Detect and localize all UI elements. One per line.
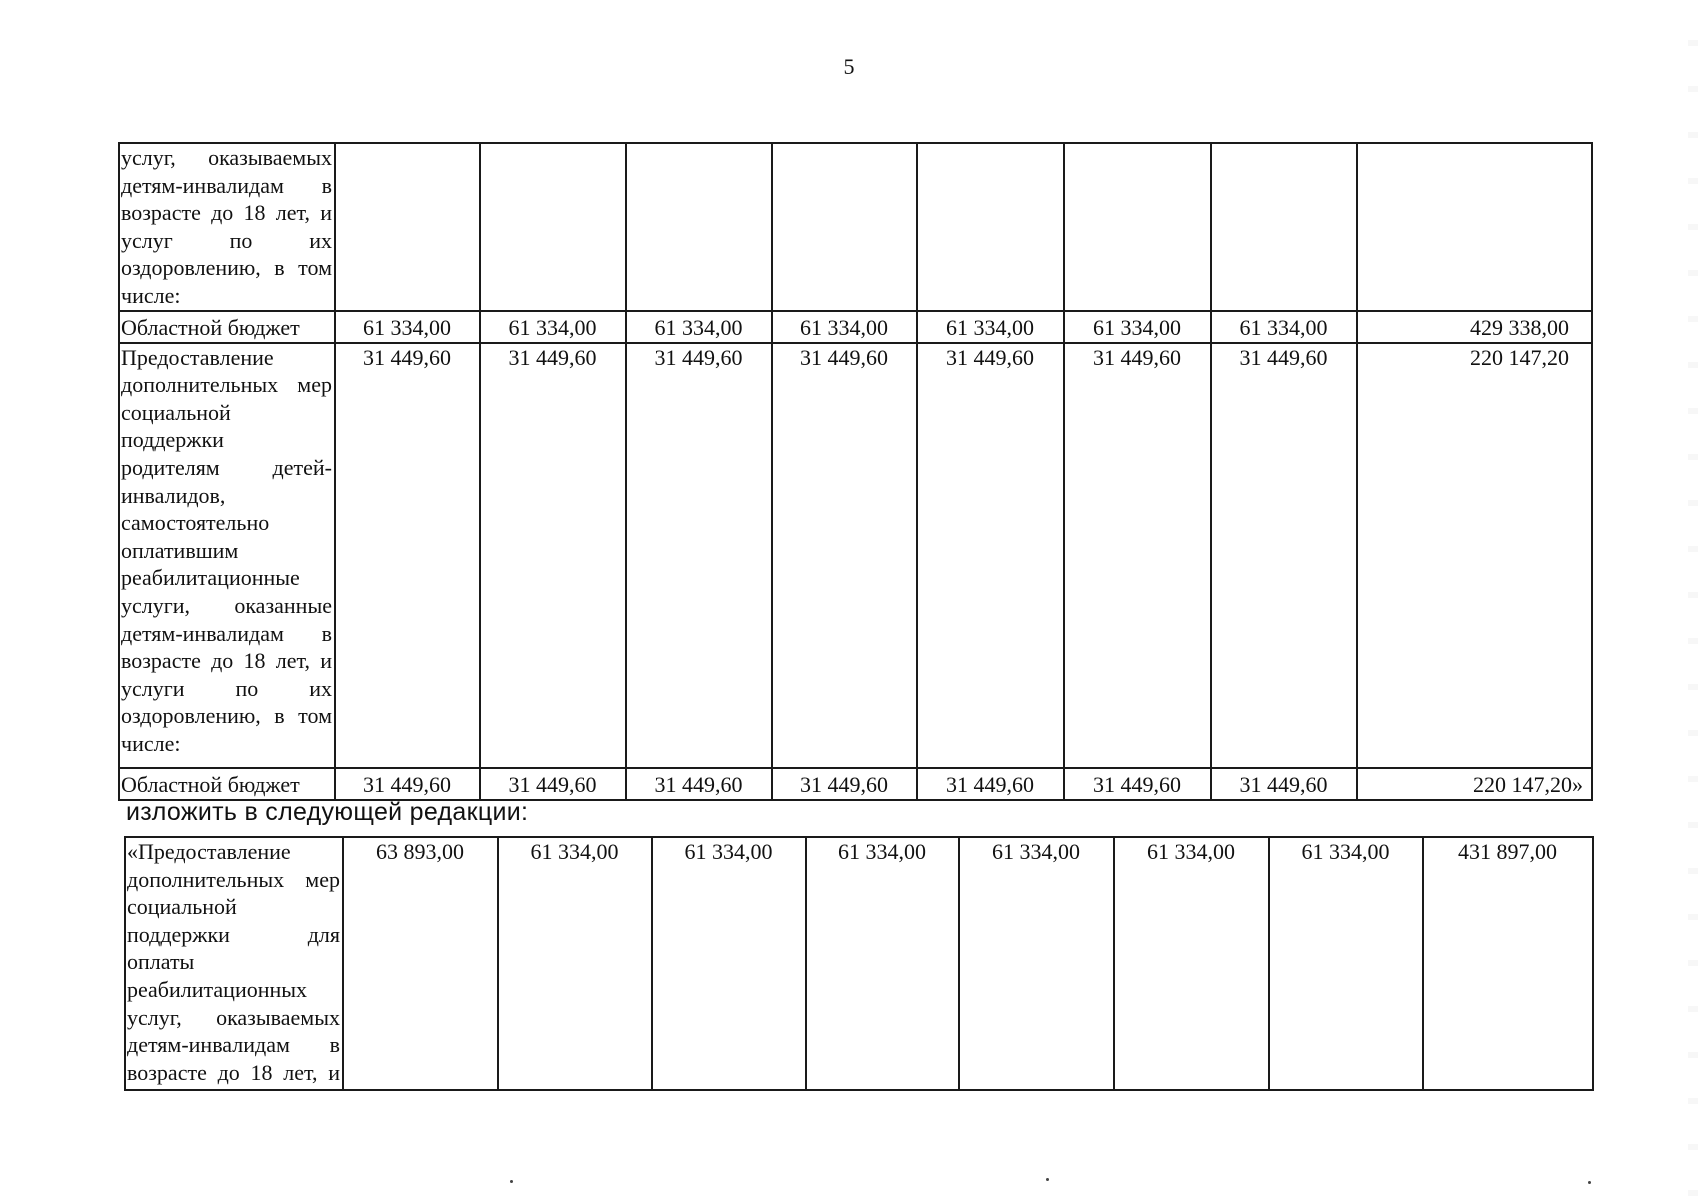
description-line: оздоровлению, в том [121, 703, 332, 729]
value-cell: 61 334,00 [1064, 311, 1211, 343]
table-cell [917, 143, 1064, 311]
description-line: самостоятельно [121, 510, 270, 536]
total-cell: 431 897,00 [1423, 837, 1593, 1090]
page-number: 5 [843, 54, 855, 79]
value-cell: 61 334,00 [480, 311, 626, 343]
description-line: дополнительных мер [121, 372, 332, 398]
table-cell [772, 143, 917, 311]
value-cell: 31 449,60 [480, 768, 626, 800]
scan-edge [1688, 0, 1698, 1200]
scan-speck [1588, 1181, 1591, 1184]
description-line: социальной [121, 399, 231, 425]
value-cell: 31 449,60 [335, 768, 480, 800]
table-cell [480, 143, 626, 311]
value-cell: 31 449,60 [917, 343, 1064, 768]
description-line: услуги по их [121, 675, 332, 701]
value-cell: 61 334,00 [1211, 311, 1357, 343]
total-cell: 429 338,00 [1357, 311, 1592, 343]
value-cell: 63 893,00 [343, 837, 498, 1090]
table-cell [1357, 143, 1592, 311]
description-line: возрасте до 18 лет, и [121, 648, 332, 674]
description-line: детям-инвалидам в [127, 1032, 340, 1058]
value-cell: 31 449,60 [480, 343, 626, 768]
description-line: услуги, оказанные [121, 592, 332, 618]
description-line: услуг, оказываемых [121, 145, 332, 170]
value-cell: 61 334,00 [1114, 837, 1269, 1090]
value-cell: 61 334,00 [1269, 837, 1423, 1090]
description-line: оздоровлению, в том [121, 255, 332, 281]
description-line: возрасте до 18 лет, и [127, 1059, 340, 1085]
scan-speck [1046, 1178, 1049, 1181]
description-line: оплатившим [121, 537, 239, 563]
value-cell: 61 334,00 [917, 311, 1064, 343]
description-line: социальной [127, 894, 237, 920]
description-line: услуг, оказываемых [127, 1004, 340, 1030]
description-line: инвалидов, [121, 482, 226, 508]
table-row [119, 768, 1592, 800]
value-cell: 31 449,60 [1064, 343, 1211, 768]
description-line: поддержки [121, 427, 224, 453]
row-description [125, 837, 343, 1090]
value-cell: 61 334,00 [652, 837, 806, 1090]
table-cell [1211, 143, 1357, 311]
description-line: детям-инвалидам в [121, 620, 332, 646]
value-cell: 31 449,60 [1211, 768, 1357, 800]
row-label: Областной бюджет [119, 311, 335, 343]
description-line: реабилитационных [127, 976, 308, 1002]
row-description [119, 143, 335, 311]
value-cell: 31 449,60 [335, 343, 480, 768]
description-line: детям-инвалидам в [121, 172, 332, 198]
description-line: поддержки для [127, 921, 340, 947]
scan-speck [510, 1180, 513, 1183]
total-cell: 220 147,20 [1357, 343, 1592, 768]
description-line: родителям детей- [121, 454, 332, 480]
table-row [125, 837, 1593, 1090]
description-line: реабилитационные [121, 565, 300, 591]
description-line: возрасте до 18 лет, и [121, 200, 332, 226]
value-cell: 61 334,00 [806, 837, 959, 1090]
value-cell: 31 449,60 [772, 343, 917, 768]
budget-table-bottom [124, 836, 1594, 1091]
value-cell: 31 449,60 [1064, 768, 1211, 800]
description-line: «Предоставление [127, 839, 291, 864]
description-line: услуг по их [121, 227, 332, 253]
row-description [119, 343, 335, 768]
description-line: числе: [121, 282, 181, 308]
row-label: Областной бюджет [119, 768, 335, 800]
table-cell [626, 143, 772, 311]
value-cell: 61 334,00 [959, 837, 1114, 1090]
description-line: числе: [121, 730, 181, 756]
value-cell: 61 334,00 [335, 311, 480, 343]
description-line: дополнительных мер [127, 866, 340, 892]
value-cell: 61 334,00 [626, 311, 772, 343]
value-cell: 31 449,60 [917, 768, 1064, 800]
total-cell: 220 147,20» [1357, 768, 1592, 800]
budget-table-top [118, 142, 1593, 801]
value-cell: 31 449,60 [626, 768, 772, 800]
table-row [119, 343, 1592, 768]
table-row [119, 311, 1592, 343]
value-cell: 61 334,00 [772, 311, 917, 343]
table-cell [335, 143, 480, 311]
table-cell [1064, 143, 1211, 311]
instruction-text: изложить в следующей редакции: [126, 798, 529, 826]
description-line: Предоставление [121, 344, 274, 370]
value-cell: 31 449,60 [772, 768, 917, 800]
value-cell: 61 334,00 [498, 837, 652, 1090]
description-line: оплаты [127, 949, 195, 975]
value-cell: 31 449,60 [1211, 343, 1357, 768]
value-cell: 31 449,60 [626, 343, 772, 768]
table-row [119, 143, 1592, 311]
